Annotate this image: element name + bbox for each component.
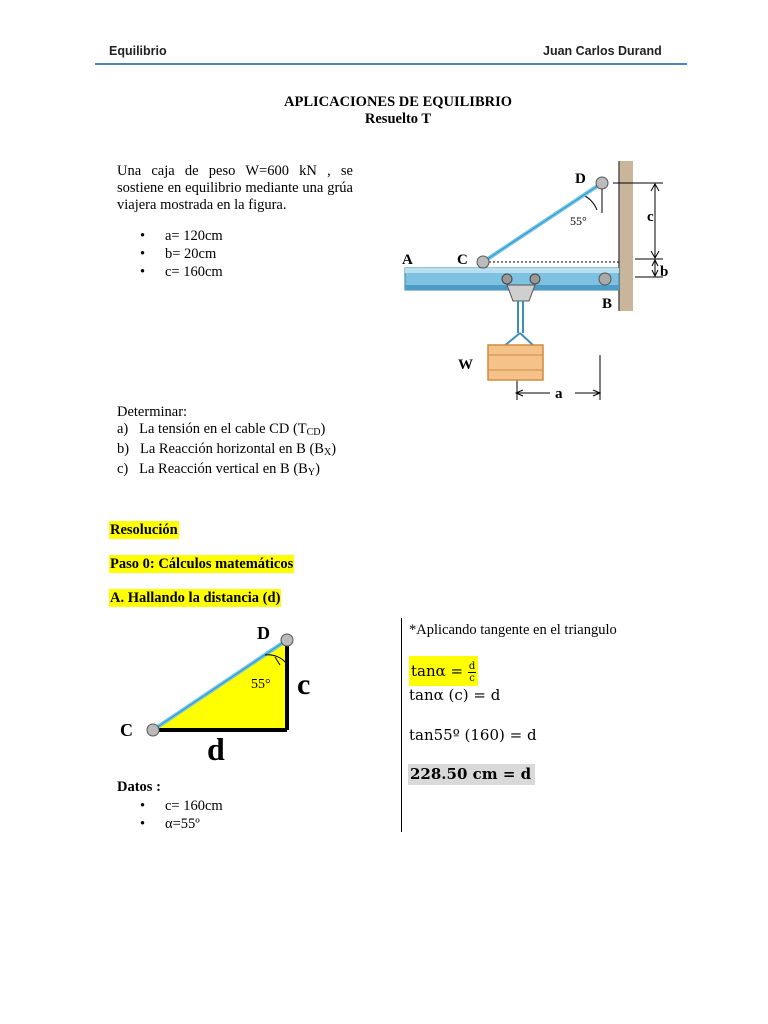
header-rule: [95, 63, 687, 65]
determine-item-c: c) La Reacción vertical en B $(B_Y)$: [117, 461, 320, 478]
datos-item-c: • c= 160cm: [140, 797, 223, 815]
determine-heading: Determinar:: [117, 404, 188, 420]
datos-list: [140, 797, 223, 833]
result-value: 228.50 cm = d: [408, 764, 535, 785]
fraction-d-over-c: $\frac{d}{c}$: [468, 660, 476, 684]
label-b-point: B: [602, 296, 613, 312]
pin-c2: [147, 724, 159, 736]
tri-label-d: D: [257, 623, 270, 643]
solution-note: *Aplicando tangente en el triangulo: [409, 622, 617, 638]
tri-label-c-side: c: [297, 668, 311, 701]
stepA-heading: A. Hallando la distancia (d): [110, 590, 281, 606]
tri-label-d-side: d: [207, 731, 225, 767]
resolution-heading: Resolución: [110, 522, 178, 538]
equation-1: tanα = $\frac{d}{c}$: [409, 656, 478, 686]
given-value-b: • b= 20cm: [140, 245, 223, 263]
pin-d: [596, 177, 608, 189]
pin-c: [477, 256, 489, 268]
determine-item-a: a) La tensión en el cable CD $(T_{CD})$: [117, 421, 326, 438]
step0-heading: Paso 0: Cálculos matemáticos: [110, 556, 294, 572]
crate: [488, 345, 543, 380]
label-a: A: [402, 252, 413, 268]
crane-figure: [395, 155, 685, 410]
header-left: Equilibrio: [109, 44, 167, 58]
label-b-dim: b: [660, 264, 669, 280]
label-w: W: [458, 357, 473, 373]
label-d: D: [575, 171, 586, 187]
label-angle: 55°: [570, 214, 587, 228]
equation-2: tanα (c) = d: [409, 686, 501, 704]
tri-label-c: C: [120, 720, 133, 740]
page-subtitle: Resuelto T: [364, 111, 432, 127]
given-value-c: • c= 160cm: [140, 263, 223, 281]
label-c-dim: c: [647, 209, 654, 225]
trolley: [507, 285, 535, 301]
equation-3: tan55º (160) = d: [409, 726, 537, 744]
column-divider: [401, 618, 402, 832]
datos-heading: Datos :: [117, 779, 161, 795]
label-a-dim: a: [555, 386, 563, 402]
triangle-figure: [115, 622, 325, 767]
determine-item-b: b) La Reacción horizontal en B $(B_X)$: [117, 441, 337, 458]
header-right: Juan Carlos Durand: [543, 44, 662, 58]
pin-d2: [281, 634, 293, 646]
given-value-a: • a= 120cm: [140, 227, 223, 245]
datos-item-alpha: • α=55º: [140, 815, 223, 833]
determine-list: [117, 421, 336, 481]
tri-label-angle: 55°: [251, 677, 271, 692]
page-title: APLICACIONES DE EQUILIBRIO: [283, 94, 513, 110]
label-c: C: [457, 252, 468, 268]
intro-paragraph: Una caja de peso W=600 kN , se sostiene en equilibrio mediante una grúa viajera mostrada en la figura.: [117, 163, 353, 213]
given-values-list: [140, 227, 223, 281]
